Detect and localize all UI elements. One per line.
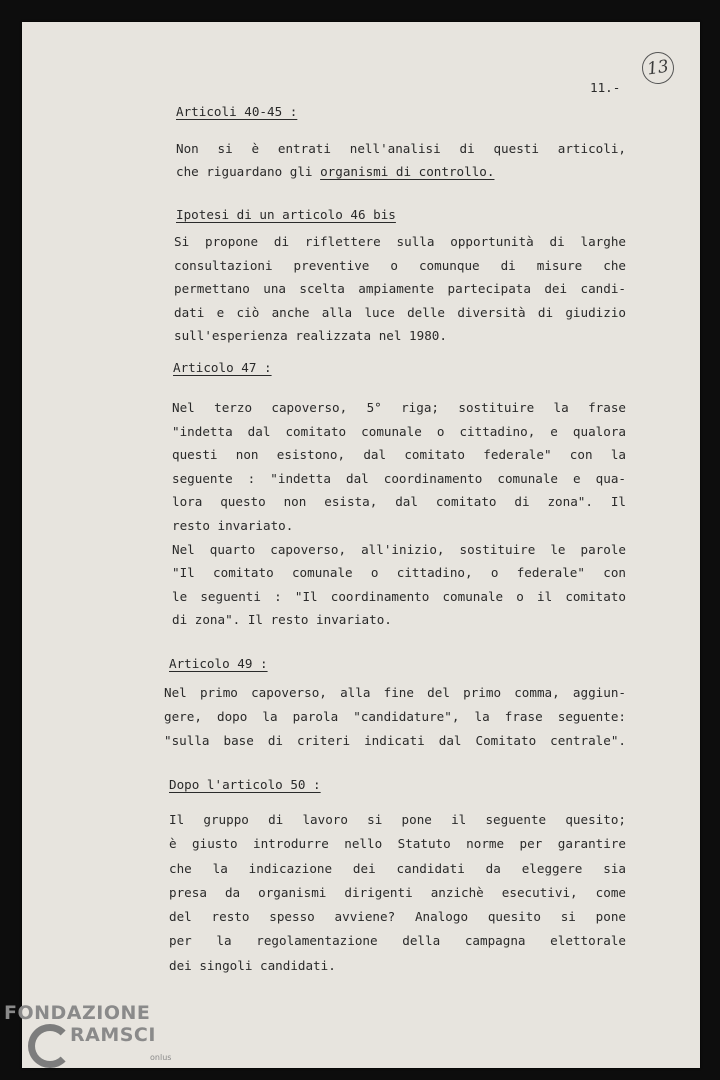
text-line: Nel primo capoverso, alla fine del primo comma, aggiun- xyxy=(164,685,626,700)
heading-articolo-47: Articolo 47 : xyxy=(173,360,272,375)
heading-articolo-49: Articolo 49 : xyxy=(169,656,268,671)
text-line: gere, dopo la parola "candidature", la frase seguente: xyxy=(164,709,626,724)
g-logo-icon xyxy=(28,1024,72,1068)
text-line: che la indicazione dei candidati da eleggere sia xyxy=(169,860,626,876)
text-fragment: che riguardano gli xyxy=(176,164,313,179)
text-line: Nel quarto capoverso, all'inizio, sostituire le parole xyxy=(172,541,626,557)
text-line: dei singoli candidati. xyxy=(169,957,336,973)
text-line: del resto spesso avviene? Analogo quesito si pone xyxy=(169,909,626,925)
text-line: resto invariato. xyxy=(172,517,294,533)
text-line: Non si è entrati nell'analisi di questi articoli, xyxy=(176,141,626,156)
text-line: "sulla base di criteri indicati dal Comitato centrale". xyxy=(164,733,626,748)
text-line: è giusto introdurre nello Statuto norme per garantire xyxy=(169,836,626,852)
text-line: questi non esistono, dal comitato federale" con la xyxy=(172,447,626,463)
watermark-line-2: RAMSCI xyxy=(70,1024,156,1046)
paragraph-articolo-46-bis xyxy=(174,230,626,348)
text-line: seguente : "indetta dal coordinamento comunale e qua- xyxy=(172,470,626,486)
heading-articoli-40-45: Articoli 40-45 : xyxy=(176,104,298,119)
paragraph-articolo-47 xyxy=(172,396,626,632)
paragraph-articoli-40-45 xyxy=(176,137,626,183)
paragraph-dopo-articolo-50 xyxy=(169,808,626,978)
text-line: "indetta dal comitato comunale o cittadino, e qualora xyxy=(172,423,626,439)
heading-articolo-46-bis: Ipotesi di un articolo 46 bis xyxy=(176,207,396,222)
text-line: consultazioni preventive o comunque di misure che xyxy=(174,257,626,273)
text-line: Si propone di riflettere sulla opportunità di larghe xyxy=(174,234,626,249)
paragraph-articolo-49 xyxy=(164,681,626,753)
text-line: Il gruppo di lavoro si pone il seguente quesito; xyxy=(169,812,626,827)
text-line: le seguenti : "Il coordinamento comunale o il comitato xyxy=(172,588,626,604)
folio-stamp: 13 xyxy=(640,50,676,86)
text-line xyxy=(176,160,626,183)
text-line: per la regolamentazione della campagna elettorale xyxy=(169,933,626,949)
heading-dopo-articolo-50: Dopo l'articolo 50 : xyxy=(169,777,321,792)
fondazione-gramsci-watermark xyxy=(4,998,184,1080)
text-line: presa da organismi dirigenti anzichè esecutivi, come xyxy=(169,884,626,900)
underlined-text: organismi di controllo. xyxy=(320,164,495,179)
watermark-line-3: onlus xyxy=(150,1053,172,1062)
text-line: dati e ciò anche alla luce delle diversità di giudizio xyxy=(174,304,626,320)
page-number: 11.- xyxy=(590,80,621,95)
text-line: Nel terzo capoverso, 5° riga; sostituire la frase xyxy=(172,400,626,415)
text-line: permettano una scelta ampiamente partecipata dei candi- xyxy=(174,281,626,296)
text-line: lora questo non esista, dal comitato di zona". Il xyxy=(172,494,626,510)
text-line: di zona". Il resto invariato. xyxy=(172,612,392,628)
text-line: sull'esperienza realizzata nel 1980. xyxy=(174,328,447,343)
document-page xyxy=(22,22,700,1068)
watermark-line-1: FONDAZIONE xyxy=(4,1002,151,1024)
text-line: "Il comitato comunale o cittadino, o federale" con xyxy=(172,565,626,581)
